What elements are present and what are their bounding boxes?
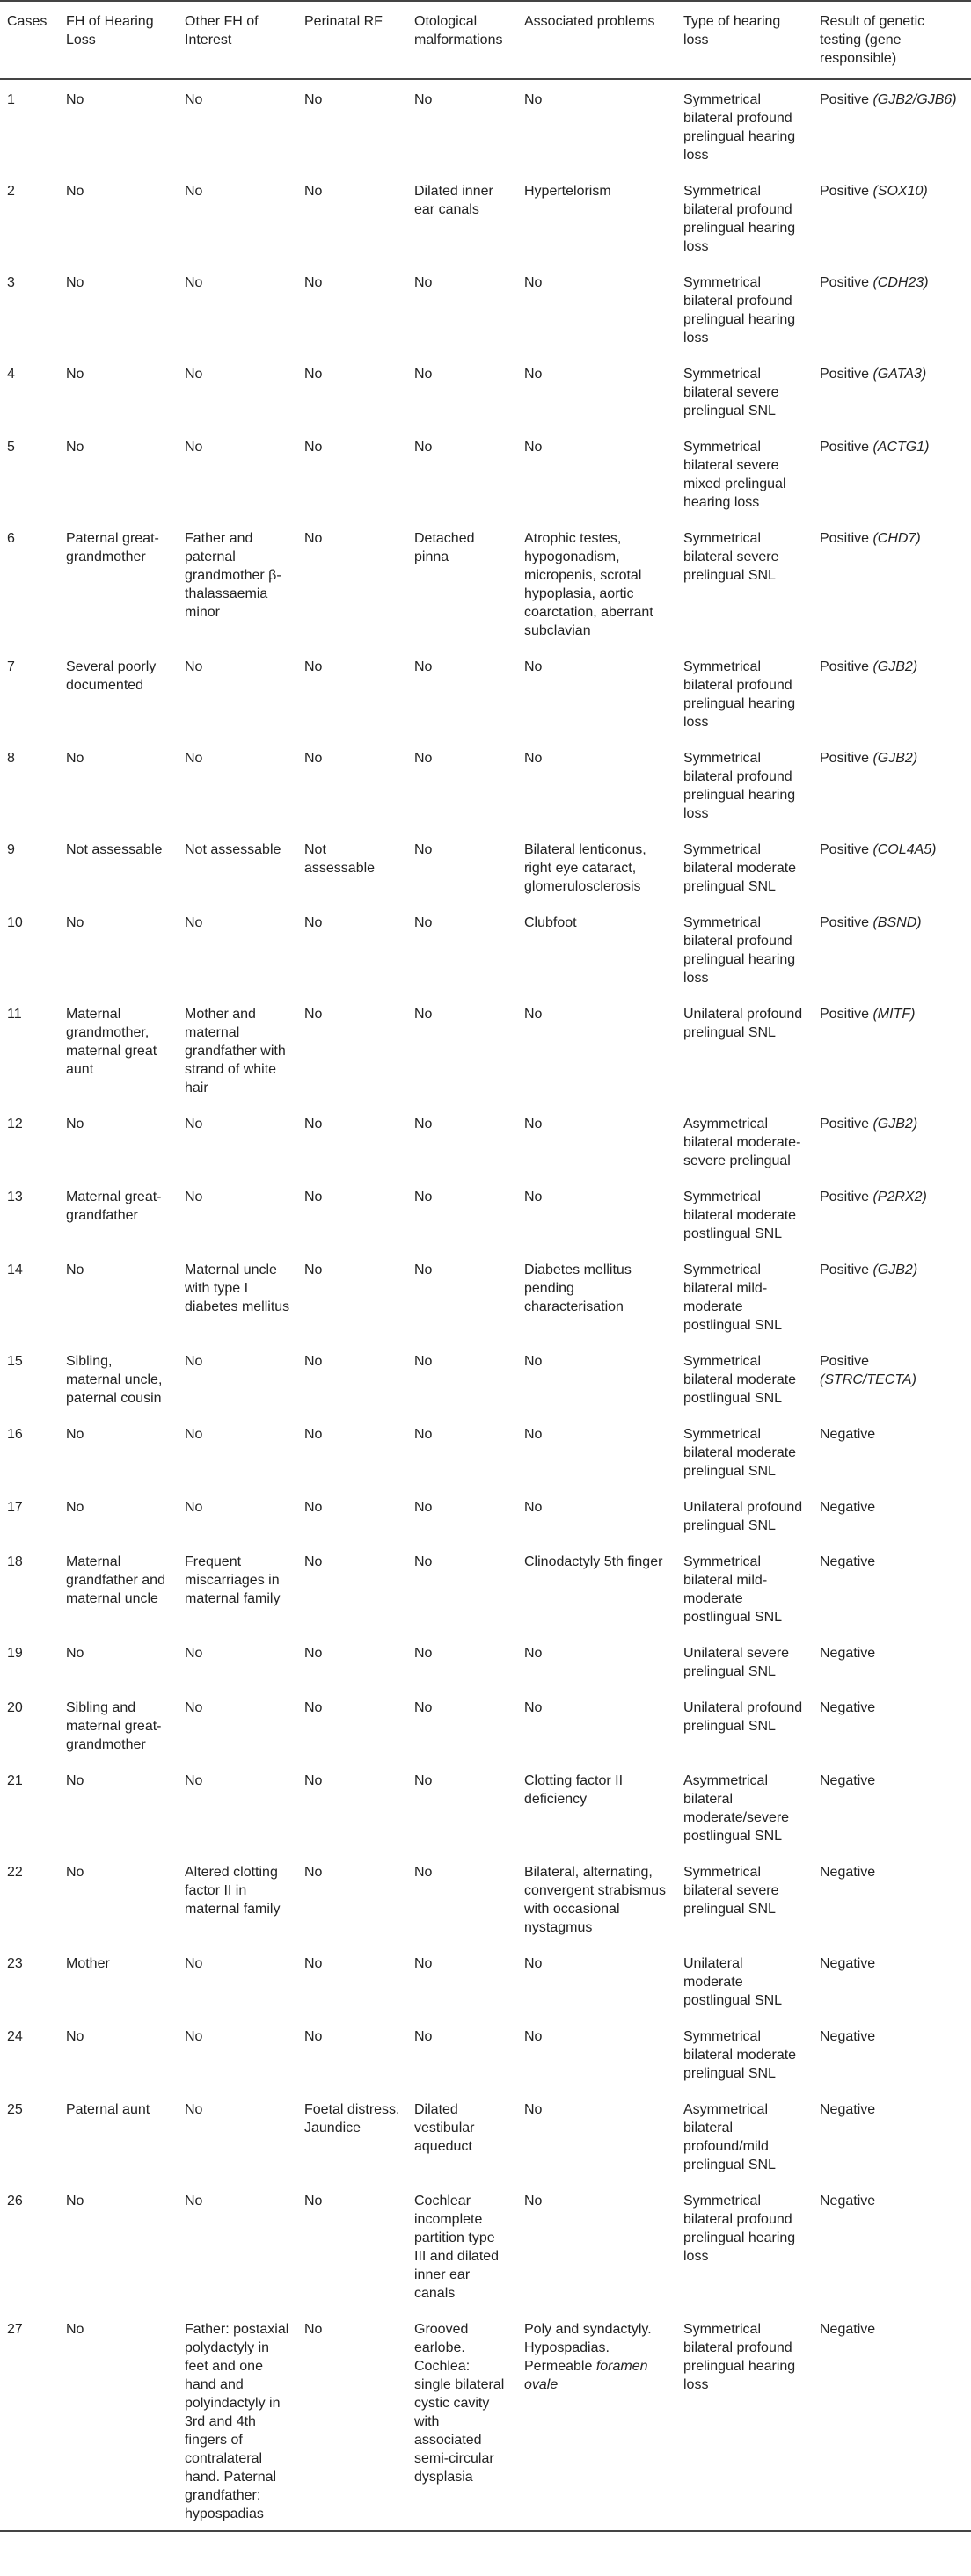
cell-case: 16 — [7, 1427, 23, 1442]
cell-associated: Bilateral, alternating, convergent strabismus with occasional nystagmus — [524, 1865, 666, 1935]
cell-associated: Diabetes mellitus pending characterisation — [524, 1263, 632, 1314]
cell-other-fh: Mother and maternal grandfather with strand of white hair — [185, 1007, 286, 1095]
cell-type-hearing-loss: Symmetrical bilateral moderate postlingual SNL — [683, 1190, 797, 1241]
cell-other-fh: No — [185, 1427, 203, 1442]
cell-associated: No — [524, 367, 543, 382]
cell-case: 20 — [7, 1700, 23, 1715]
gene-name: (BSND) — [872, 915, 922, 930]
gene-name: (GJB2) — [872, 659, 918, 674]
cell-otological: No — [414, 275, 433, 290]
table-row — [0, 1177, 971, 1250]
cell-associated: No — [524, 659, 543, 674]
cell-perinatal-rf: No — [304, 1646, 323, 1661]
cell-fh-hearing-loss: Maternal grandfather and maternal uncle — [66, 1554, 165, 1606]
col-header-otological: Otological malformations — [407, 1, 517, 79]
cell-other-fh: Altered clotting factor II in maternal family — [185, 1865, 281, 1917]
table-row — [0, 739, 971, 830]
cell-associated: Poly and syndactyly. Hypospadias. Permeable foramen ovale — [517, 2310, 676, 2531]
cell-other-fh: No — [185, 440, 203, 455]
cell-case: 25 — [7, 2102, 23, 2117]
cell-case: 27 — [0, 2310, 59, 2531]
table-row — [0, 994, 971, 1104]
cell-genetic-result: Positive (MITF) — [820, 1007, 916, 1022]
cell-fh-hearing-loss: No — [66, 92, 84, 107]
cell-perinatal-rf: No — [304, 1773, 323, 1788]
table-body — [0, 79, 971, 2531]
cell-perinatal-rf: No — [304, 92, 323, 107]
table-row — [0, 1944, 971, 2017]
table-row — [0, 427, 971, 519]
cell-fh-hearing-loss: No — [59, 2310, 178, 2531]
gene-name: (CDH23) — [872, 275, 929, 290]
col-header-other-fh: Other FH of Interest — [178, 1, 297, 79]
cell-associated: No — [524, 1117, 543, 1132]
cell-type-hearing-loss: Symmetrical bilateral moderate prelingual SNL — [683, 1427, 797, 1479]
cell-type-hearing-loss: Symmetrical bilateral moderate prelingual SNL — [683, 2029, 797, 2081]
cell-genetic-result: Negative — [820, 1500, 876, 1515]
table-row — [0, 1415, 971, 1488]
table-row — [0, 1488, 971, 1542]
cell-other-fh: No — [185, 915, 203, 930]
cell-genetic-result: Negative — [820, 2194, 876, 2209]
cell-associated: No — [524, 1500, 543, 1515]
cell-genetic-result: Negative — [820, 1646, 876, 1661]
cell-fh-hearing-loss: No — [66, 1500, 84, 1515]
cell-fh-hearing-loss: Paternal aunt — [66, 2102, 150, 2117]
cell-genetic-result: Negative — [820, 1956, 876, 1971]
cell-fh-hearing-loss: Sibling, maternal uncle, paternal cousin — [66, 1354, 163, 1406]
cell-type-hearing-loss: Symmetrical bilateral moderate prelingual SNL — [683, 842, 797, 894]
cell-other-fh: Frequent miscarriages in maternal family — [185, 1554, 281, 1606]
cell-type-hearing-loss: Asymmetrical bilateral moderate-severe prelingual — [683, 1117, 801, 1168]
table-row — [0, 1852, 971, 1944]
cell-fh-hearing-loss: Maternal grandmother, maternal great aunt — [66, 1007, 157, 1077]
cell-perinatal-rf: Not assessable — [304, 842, 376, 876]
cell-fh-hearing-loss: No — [66, 1773, 84, 1788]
cell-type-hearing-loss: Symmetrical bilateral moderate postlingual SNL — [683, 1354, 797, 1406]
cell-associated: Clubfoot — [524, 915, 577, 930]
cell-associated: No — [524, 1354, 543, 1369]
cell-perinatal-rf: No — [304, 2194, 323, 2209]
cell-otological: No — [414, 92, 433, 107]
table-header-row — [0, 1, 971, 79]
cell-perinatal-rf: No — [304, 367, 323, 382]
col-header-cases: Cases — [0, 1, 59, 79]
cell-genetic-result: Negative — [820, 1554, 876, 1569]
cell-fh-hearing-loss: No — [66, 275, 84, 290]
cell-other-fh: No — [185, 2029, 203, 2044]
cell-fh-hearing-loss: Paternal great-grandmother — [66, 531, 159, 564]
cell-type-hearing-loss: Symmetrical bilateral profound prelingual hearing loss — [683, 184, 796, 254]
cell-case: 10 — [7, 915, 23, 930]
cell-otological: No — [414, 2029, 433, 2044]
table-row — [0, 1250, 971, 1342]
cell-case: 9 — [7, 842, 15, 857]
cell-perinatal-rf: No — [304, 751, 323, 766]
cell-otological: No — [414, 1500, 433, 1515]
cell-otological: Grooved earlobe. Cochlea: single bilateral cystic cavity with associated semi-circular dysplasia — [407, 2310, 517, 2531]
cell-fh-hearing-loss: No — [66, 1427, 84, 1442]
cell-associated: No — [524, 1190, 543, 1204]
gene-name: (SOX10) — [872, 184, 928, 199]
cell-case: 5 — [7, 440, 15, 455]
cell-genetic-result: Negative — [820, 1700, 876, 1715]
cell-associated: No — [524, 1427, 543, 1442]
cell-perinatal-rf: No — [304, 2029, 323, 2044]
cell-genetic-result: Positive (GJB2/GJB6) — [820, 92, 957, 107]
cell-genetic-result: Positive (GATA3) — [820, 367, 927, 382]
cell-associated: No — [524, 275, 543, 290]
gene-name: (GJB2) — [872, 1117, 918, 1132]
col-header-type: Type of hearing loss — [676, 1, 813, 79]
cell-genetic-result: Positive (P2RX2) — [820, 1190, 927, 1204]
cell-case: 14 — [7, 1263, 23, 1277]
cell-case: 13 — [7, 1190, 23, 1204]
cell-other-fh: No — [185, 1646, 203, 1661]
cell-associated: Bilateral lenticonus, right eye cataract, glomerulosclerosis — [524, 842, 646, 894]
cell-type-hearing-loss: Symmetrical bilateral profound prelingual hearing loss — [683, 2194, 796, 2264]
cell-case: 26 — [7, 2194, 23, 2209]
cell-associated: Clotting factor II deficiency — [524, 1773, 624, 1807]
table-row — [0, 1634, 971, 1688]
gene-name: (STRC/TECTA) — [820, 1372, 916, 1387]
gene-name: (GJB2) — [872, 1263, 918, 1277]
cell-fh-hearing-loss: Sibling and maternal great-grandmother — [66, 1700, 162, 1752]
cell-otological: No — [414, 915, 433, 930]
table-row — [0, 2090, 971, 2181]
table-row — [0, 2310, 971, 2531]
table-row — [0, 171, 971, 263]
cell-case: 12 — [7, 1117, 23, 1132]
cell-genetic-result: Negative — [813, 2310, 971, 2531]
cell-genetic-result: Positive (STRC/TECTA) — [820, 1354, 916, 1387]
cell-other-fh: No — [185, 1773, 203, 1788]
cell-type-hearing-loss: Unilateral moderate postlingual SNL — [683, 1956, 783, 2008]
cell-associated: No — [524, 1700, 543, 1715]
cell-associated: No — [524, 1956, 543, 1971]
cell-fh-hearing-loss: No — [66, 2029, 84, 2044]
cell-other-fh: Not assessable — [185, 842, 281, 857]
cell-other-fh: No — [185, 275, 203, 290]
cell-perinatal-rf: No — [304, 1263, 323, 1277]
cell-case: 18 — [7, 1554, 23, 1569]
table-row — [0, 263, 971, 354]
cell-case: 1 — [7, 92, 15, 107]
cell-other-fh: No — [185, 1117, 203, 1132]
cell-case: 21 — [7, 1773, 23, 1788]
cell-other-fh: No — [185, 92, 203, 107]
cell-genetic-result: Negative — [820, 1865, 876, 1880]
cell-genetic-result: Positive (ACTG1) — [820, 440, 930, 455]
cell-fh-hearing-loss: Not assessable — [66, 842, 163, 857]
cell-other-fh: No — [185, 1956, 203, 1971]
cell-type-hearing-loss: Unilateral severe prelingual SNL — [683, 1646, 790, 1679]
cell-case: 23 — [7, 1956, 23, 1971]
cell-case: 3 — [7, 275, 15, 290]
table-row — [0, 1542, 971, 1634]
table-row — [0, 1104, 971, 1177]
table-row — [0, 2181, 971, 2310]
col-header-result: Result of genetic testing (gene responsible) — [813, 1, 971, 79]
cell-perinatal-rf: No — [304, 1865, 323, 1880]
cell-perinatal-rf: No — [304, 1007, 323, 1022]
table-row — [0, 2017, 971, 2090]
cell-otological: No — [414, 659, 433, 674]
cell-type-hearing-loss: Symmetrical bilateral profound prelingual hearing loss — [683, 659, 796, 730]
cell-otological: No — [414, 751, 433, 766]
cell-fh-hearing-loss: No — [66, 915, 84, 930]
cell-genetic-result: Positive (GJB2) — [820, 1117, 918, 1132]
cell-fh-hearing-loss: No — [66, 1263, 84, 1277]
gene-name: (GATA3) — [872, 367, 927, 382]
cell-otological: No — [414, 1865, 433, 1880]
cell-type-hearing-loss: Symmetrical bilateral severe prelingual SNL — [683, 367, 779, 418]
cell-perinatal-rf: No — [304, 659, 323, 674]
cell-associated: No — [524, 2029, 543, 2044]
cell-perinatal-rf: No — [304, 275, 323, 290]
cell-otological: No — [414, 842, 433, 857]
cell-case: 17 — [7, 1500, 23, 1515]
cell-perinatal-rf: No — [304, 1117, 323, 1132]
col-header-perinatal-rf: Perinatal RF — [297, 1, 407, 79]
cell-otological: No — [414, 1554, 433, 1569]
cell-perinatal-rf: No — [304, 184, 323, 199]
cell-type-hearing-loss: Symmetrical bilateral mild-moderate postlingual SNL — [683, 1554, 783, 1625]
cell-type-hearing-loss: Unilateral profound prelingual SNL — [683, 1500, 803, 1533]
cell-type-hearing-loss: Symmetrical bilateral profound prelingual hearing loss — [683, 92, 796, 163]
cell-other-fh: Father: postaxial polydactyly in feet and one hand and polyindactyly in 3rd and 4th fingers of contralateral hand. Paternal grandfather: hypospadias — [178, 2310, 297, 2531]
cell-otological: Dilated vestibular aqueduct — [414, 2102, 475, 2154]
cell-case: 22 — [7, 1865, 23, 1880]
cell-otological: No — [414, 1007, 433, 1022]
cell-other-fh: No — [185, 1354, 203, 1369]
gene-name: (P2RX2) — [872, 1190, 927, 1204]
cell-other-fh: No — [185, 1700, 203, 1715]
cell-case: 7 — [7, 659, 15, 674]
cell-type-hearing-loss: Symmetrical bilateral severe prelingual SNL — [683, 531, 779, 583]
cell-case: 2 — [7, 184, 15, 199]
cell-fh-hearing-loss: No — [66, 751, 84, 766]
cell-perinatal-rf: No — [304, 1700, 323, 1715]
cell-case: 8 — [7, 751, 15, 766]
table-row — [0, 1761, 971, 1852]
cell-other-fh: Maternal uncle with type I diabetes mellitus — [185, 1263, 290, 1314]
cell-perinatal-rf: No — [304, 531, 323, 546]
cell-fh-hearing-loss: No — [66, 2194, 84, 2209]
cell-fh-hearing-loss: No — [66, 1865, 84, 1880]
cell-fh-hearing-loss: Maternal great-grandfather — [66, 1190, 162, 1223]
cell-otological: No — [414, 1700, 433, 1715]
table-row — [0, 519, 971, 647]
cell-associated: No — [524, 1646, 543, 1661]
cell-genetic-result: Positive (CDH23) — [820, 275, 929, 290]
cell-perinatal-rf: Foetal distress. Jaundice — [304, 2102, 400, 2136]
cell-otological: Dilated inner ear canals — [414, 184, 493, 217]
col-header-associated: Associated problems — [517, 1, 676, 79]
cell-case: 19 — [7, 1646, 23, 1661]
cell-other-fh: No — [185, 184, 203, 199]
cell-perinatal-rf: No — [304, 1354, 323, 1369]
cell-otological: No — [414, 1117, 433, 1132]
gene-name: (COL4A5) — [872, 842, 937, 857]
cell-otological: Cochlear incomplete partition type III and dilated inner ear canals — [414, 2194, 500, 2301]
cell-genetic-result: Positive (COL4A5) — [820, 842, 937, 857]
cell-associated: No — [524, 751, 543, 766]
cell-genetic-result: Positive (BSND) — [820, 915, 922, 930]
cell-perinatal-rf: No — [297, 2310, 407, 2531]
table-row — [0, 1688, 971, 1761]
cell-associated: No — [524, 2102, 543, 2117]
cell-perinatal-rf: No — [304, 1956, 323, 1971]
cell-type-hearing-loss: Asymmetrical bilateral moderate/severe postlingual SNL — [683, 1773, 790, 1844]
gene-name: (ACTG1) — [872, 440, 930, 455]
cell-genetic-result: Negative — [820, 1427, 876, 1442]
cell-genetic-result: Positive (CHD7) — [820, 531, 921, 546]
cell-other-fh: No — [185, 659, 203, 674]
cell-otological: No — [414, 1190, 433, 1204]
cell-otological: Detached pinna — [414, 531, 475, 564]
cell-otological: No — [414, 1773, 433, 1788]
cell-genetic-result: Negative — [820, 2029, 876, 2044]
cell-associated: No — [524, 1007, 543, 1022]
cell-genetic-result: Negative — [820, 2102, 876, 2117]
cell-fh-hearing-loss: No — [66, 1117, 84, 1132]
cell-case: 4 — [7, 367, 15, 382]
cell-type-hearing-loss: Symmetrical bilateral profound prelingual hearing loss — [683, 915, 796, 986]
table-row — [0, 830, 971, 903]
cell-type-hearing-loss: Asymmetrical bilateral profound/mild prelingual SNL — [683, 2102, 776, 2172]
cell-perinatal-rf: No — [304, 1190, 323, 1204]
cell-type-hearing-loss: Unilateral profound prelingual SNL — [683, 1700, 803, 1734]
cell-genetic-result: Positive (GJB2) — [820, 751, 918, 766]
cell-other-fh: No — [185, 751, 203, 766]
cell-fh-hearing-loss: No — [66, 367, 84, 382]
cell-perinatal-rf: No — [304, 1500, 323, 1515]
cell-genetic-result: Negative — [820, 1773, 876, 1788]
cell-genetic-result: Positive (GJB2) — [820, 659, 918, 674]
cell-other-fh: Father and paternal grandmother β-thalassaemia minor — [185, 531, 281, 620]
cell-case: 24 — [7, 2029, 23, 2044]
gene-name: (MITF) — [872, 1007, 916, 1022]
cell-otological: No — [414, 1263, 433, 1277]
cell-otological: No — [414, 1956, 433, 1971]
cell-type-hearing-loss: Symmetrical bilateral severe mixed prelingual hearing loss — [683, 440, 786, 510]
cell-type-hearing-loss: Symmetrical bilateral profound prelingual hearing loss — [676, 2310, 813, 2531]
cell-other-fh: No — [185, 2102, 203, 2117]
cell-other-fh: No — [185, 1190, 203, 1204]
cell-perinatal-rf: No — [304, 1427, 323, 1442]
cell-other-fh: No — [185, 1500, 203, 1515]
cell-genetic-result: Positive (GJB2) — [820, 1263, 918, 1277]
cell-type-hearing-loss: Symmetrical bilateral profound prelingual hearing loss — [683, 275, 796, 346]
col-header-fh-hearing-loss: FH of Hearing Loss — [59, 1, 178, 79]
cell-fh-hearing-loss: No — [66, 1646, 84, 1661]
cell-other-fh: No — [185, 367, 203, 382]
cell-otological: No — [414, 1646, 433, 1661]
cell-perinatal-rf: No — [304, 440, 323, 455]
cell-fh-hearing-loss: No — [66, 184, 84, 199]
cell-associated: No — [524, 92, 543, 107]
cell-other-fh: No — [185, 2194, 203, 2209]
cell-otological: No — [414, 1354, 433, 1369]
table-row — [0, 79, 971, 171]
cell-fh-hearing-loss: No — [66, 440, 84, 455]
cell-associated: No — [524, 440, 543, 455]
cell-associated: Hypertelorism — [524, 184, 611, 199]
cell-genetic-result: Positive (SOX10) — [820, 184, 928, 199]
cell-otological: No — [414, 440, 433, 455]
cell-perinatal-rf: No — [304, 1554, 323, 1569]
cell-case: 11 — [7, 1007, 22, 1022]
cell-type-hearing-loss: Symmetrical bilateral severe prelingual SNL — [683, 1865, 779, 1917]
gene-name: (CHD7) — [872, 531, 921, 546]
cell-associated: Atrophic testes, hypogonadism, micropenis, scrotal hypoplasia, aortic coarctation, aberrant subclavian — [524, 531, 653, 638]
cell-case: 15 — [7, 1354, 23, 1369]
cell-type-hearing-loss: Unilateral profound prelingual SNL — [683, 1007, 803, 1040]
cell-fh-hearing-loss: Several poorly documented — [66, 659, 157, 693]
cell-perinatal-rf: No — [304, 915, 323, 930]
table-row — [0, 354, 971, 427]
cell-type-hearing-loss: Symmetrical bilateral mild-moderate postlingual SNL — [683, 1263, 783, 1333]
cell-otological: No — [414, 1427, 433, 1442]
cell-fh-hearing-loss: Mother — [66, 1956, 110, 1971]
cell-associated: Clinodactyly 5th finger — [524, 1554, 663, 1569]
table-row — [0, 647, 971, 739]
cell-case: 6 — [7, 531, 15, 546]
cell-type-hearing-loss: Symmetrical bilateral profound prelingual hearing loss — [683, 751, 796, 821]
table-row — [0, 1342, 971, 1415]
gene-name: (GJB2) — [872, 751, 918, 766]
cell-associated: No — [524, 2194, 543, 2209]
cell-otological: No — [414, 367, 433, 382]
table-row — [0, 903, 971, 994]
gene-name: (GJB2/GJB6) — [872, 92, 957, 107]
